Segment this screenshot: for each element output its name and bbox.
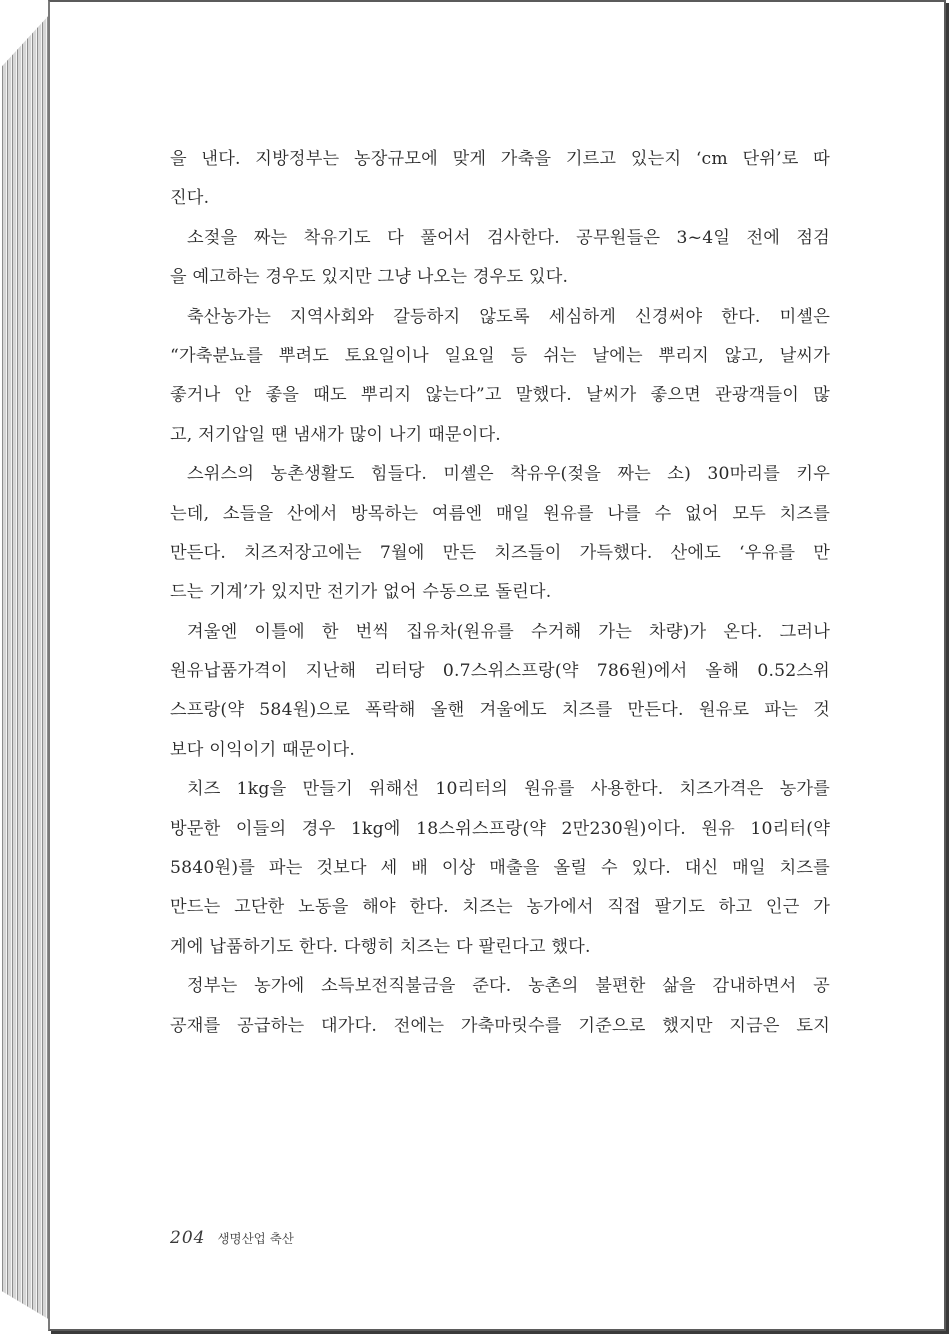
body-text bbox=[170, 140, 830, 1046]
text-line: 치즈 1kg을 만들기 위해선 10리터의 원유를 사용한다. 치즈가격은 농가를 bbox=[187, 779, 830, 800]
text-line: 드는 기계’가 있지만 전기가 없어 수동으로 돌린다. bbox=[170, 582, 552, 603]
text-line: 고, 저기압일 땐 냄새가 많이 나기 때문이다. bbox=[170, 424, 501, 445]
page-footer bbox=[170, 1228, 294, 1252]
text-line: 겨울엔 이틀에 한 번씩 집유차(원유를 수거해 가는 차량)가 온다. 그러나 bbox=[187, 621, 830, 642]
text-line: 보다 이익이기 때문이다. bbox=[170, 739, 356, 760]
text-line: 좋거나 안 좋을 때도 뿌리지 않는다”고 말했다. 날씨가 좋으면 관광객들이 많 bbox=[170, 385, 830, 406]
text-line: 5840원)를 파는 것보다 세 배 이상 매출을 올릴 수 있다. 대신 매일 치즈를 bbox=[170, 858, 830, 879]
text-line: 만드는 고단한 노동을 해야 한다. 치즈는 농가에서 직접 팔기도 하고 인근 가 bbox=[170, 897, 830, 918]
text-line: “가축분뇨를 뿌려도 토요일이나 일요일 등 쉬는 날에는 뿌리지 않고, 날씨가 bbox=[170, 345, 830, 366]
text-line: 을 예고하는 경우도 있지만 그냥 나오는 경우도 있다. bbox=[170, 267, 569, 288]
text-line: 방문한 이들의 경우 1kg에 18스위스프랑(약 2만230원)이다. 원유 10리터(약 bbox=[170, 818, 830, 839]
text-line: 진다. bbox=[170, 188, 210, 209]
text-line: 원유납품가격이 지난해 리터당 0.7스위스프랑(약 786원)에서 올해 0.52스위 bbox=[170, 661, 830, 682]
text-line: 스프랑(약 584원)으로 폭락해 올핸 겨울에도 치즈를 만든다. 원유로 파는 것 bbox=[170, 700, 830, 721]
page-number: 204 bbox=[170, 1228, 206, 1248]
text-line: 스위스의 농촌생활도 힘들다. 미셸은 착유우(젖을 짜는 소) 30마리를 키우 bbox=[187, 464, 830, 485]
text-line: 소젖을 짜는 착유기도 다 풀어서 검사한다. 공무원들은 3~4일 전에 점검 bbox=[187, 227, 830, 248]
text-line: 만든다. 치즈저장고에는 7월에 만든 치즈들이 가득했다. 산에도 ‘우유를 만 bbox=[170, 542, 830, 563]
page-edges bbox=[2, 14, 50, 1320]
text-line: 축산농가는 지역사회와 갈등하지 않도록 세심하게 신경써야 한다. 미셸은 bbox=[187, 306, 830, 327]
text-line: 게에 납품하기도 한다. 다행히 치즈는 다 팔린다고 했다. bbox=[170, 936, 591, 957]
text-line: 을 낸다. 지방정부는 농장규모에 맞게 가축을 기르고 있는지 ‘cm 단위’로 따 bbox=[170, 149, 830, 169]
text-line: 는데, 소들을 산에서 방목하는 여름엔 매일 원유를 나를 수 없어 모두 치즈를 bbox=[170, 503, 830, 524]
text-line: 공재를 공급하는 대가다. 전에는 가축마릿수를 기준으로 했지만 지금은 토지 bbox=[170, 1015, 830, 1036]
text-line: 정부는 농가에 소득보전직불금을 준다. 농촌의 불편한 삶을 감내하면서 공 bbox=[187, 976, 830, 997]
running-title: 생명산업 축산 bbox=[217, 1231, 294, 1246]
